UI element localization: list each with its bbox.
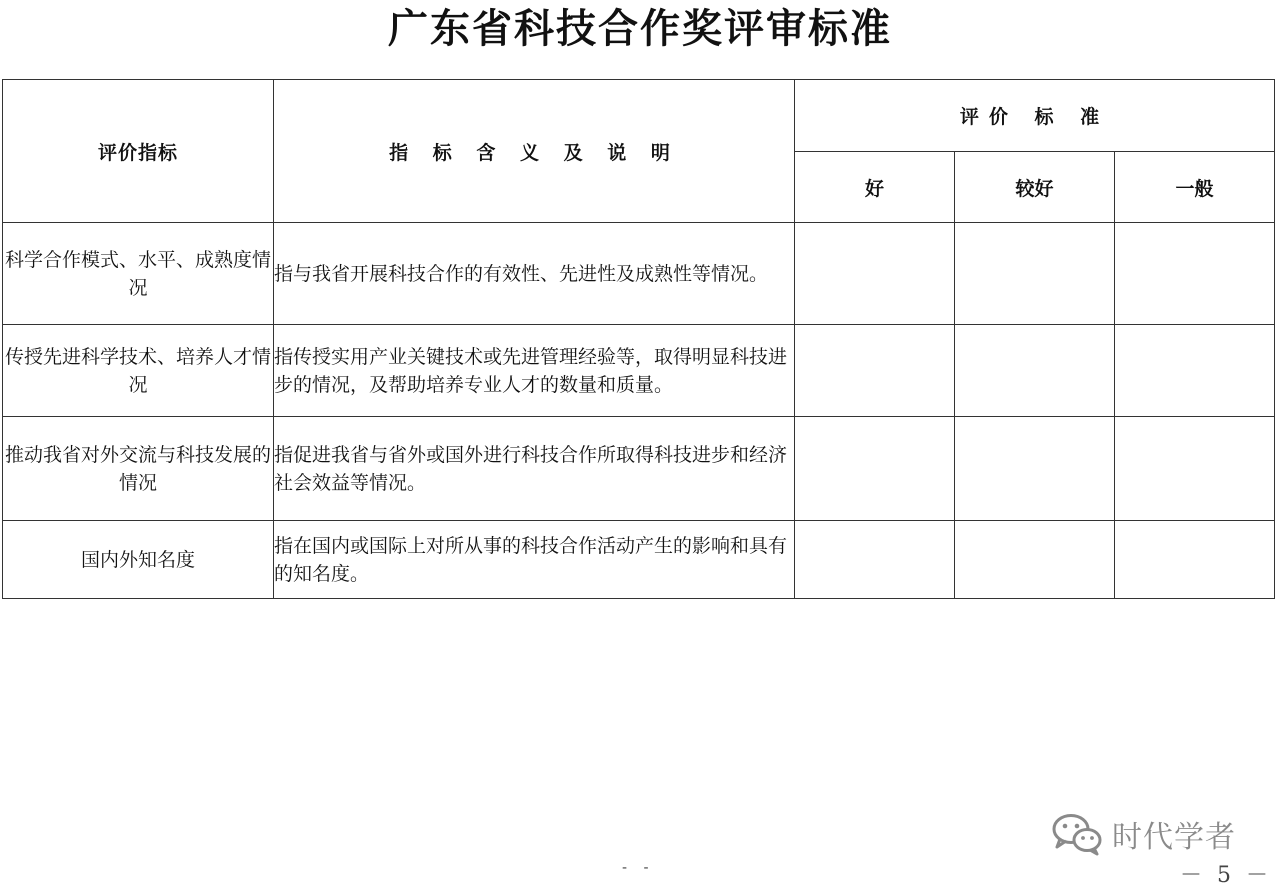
row-indicator: 国内外知名度 [3,521,274,599]
grade-cell-good [795,417,955,521]
header-criteria: 评价 标 准 [795,80,1275,152]
grade-cell-fairly-good [955,223,1115,325]
grade-cell-fairly-good [955,521,1115,599]
grade-cell-average [1115,417,1275,521]
row-indicator: 科学合作模式、水平、成熟度情况 [3,223,274,325]
header-indicator: 评价指标 [3,80,274,223]
grade-cell-average [1115,325,1275,417]
document-title: 广东省科技合作奖评审标准 [388,6,892,52]
page-dots: - - [622,860,655,876]
table-row [3,521,1275,599]
grade-cell-good [795,521,955,599]
table-row [3,223,1275,325]
evaluation-table [2,79,1275,599]
header-description: 指 标 含 义 及 说 明 [274,80,795,223]
grade-cell-good [795,325,955,417]
grade-cell-fairly-good [955,417,1115,521]
grade-cell-average [1115,521,1275,599]
row-description: 指在国内或国际上对所从事的科技合作活动产生的影响和具有的知名度。 [274,521,795,599]
grade-cell-good [795,223,955,325]
row-description: 指与我省开展科技合作的有效性、先进性及成熟性等情况。 [274,223,795,325]
row-indicator: 传授先进科学技术、培养人才情况 [3,325,274,417]
table-row [3,417,1275,521]
row-description: 指促进我省与省外或国外进行科技合作所取得科技进步和经济社会效益等情况。 [274,417,795,521]
header-grade-fairly-good: 较好 [955,152,1115,223]
header-grade-good: 好 [795,152,955,223]
wechat-icon [1050,812,1104,856]
table-row [3,325,1275,417]
header-grade-average: 一般 [1115,152,1275,223]
grade-cell-fairly-good [955,325,1115,417]
grade-cell-average [1115,223,1275,325]
watermark-text: 时代学者 [1112,820,1236,855]
watermark [1050,812,1236,856]
row-indicator: 推动我省对外交流与科技发展的情况 [3,417,274,521]
row-description: 指传授实用产业关键技术或先进管理经验等，取得明显科技进步的情况，及帮助培养专业人才的数量和质量。 [274,325,795,417]
page-number: － 5 － [1180,863,1272,888]
